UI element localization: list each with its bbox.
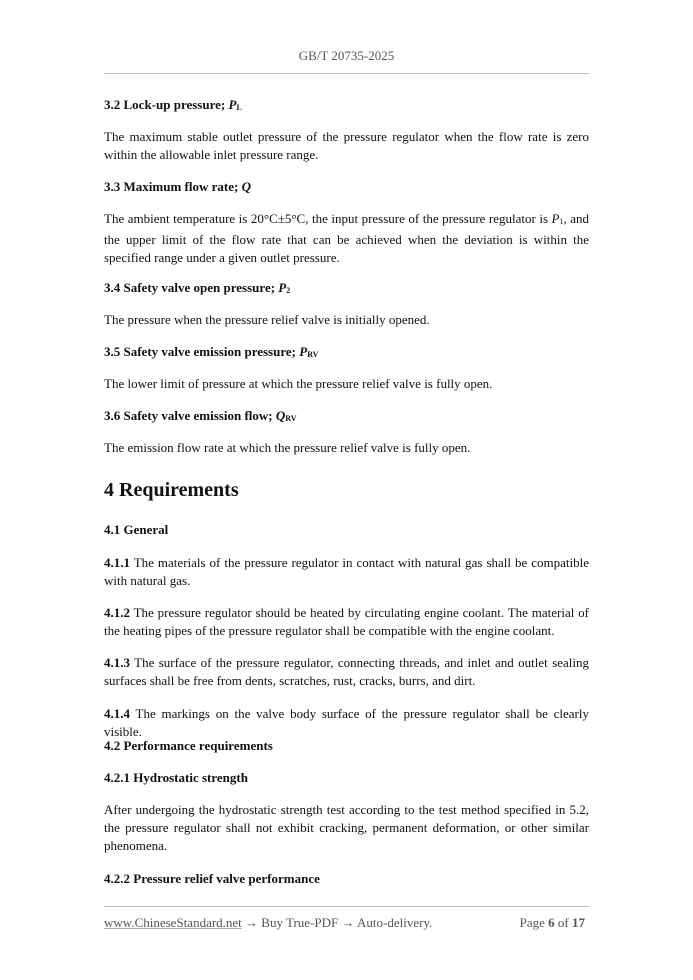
heading-3-2: 3.2 Lock-up pressure; $P_L$ [104,97,242,112]
paragraph-4-1-4: 4.1.4 The markings on the valve body surface of the pressure regulator shall be clearly visible. [104,706,589,739]
paragraph-3-2: The maximum stable outlet pressure of the pressure regulator when the flow rate is zero within the allowable inlet pressure range. [104,129,589,162]
header-divider [104,73,589,74]
heading-4-2: 4.2 Performance requirements [104,738,273,753]
paragraph-4-1-1: 4.1.1 The materials of the pressure regulator in contact with natural gas shall be compatible with natural gas. [104,555,589,588]
page-indicator: Page 6 of 17 [519,915,585,930]
paragraph-3-6: The emission flow rate at which the pressure relief valve is fully open. [104,440,471,455]
chinesestandard-link[interactable]: www.ChineseStandard.net [104,915,242,930]
heading-4-requirements: 4 Requirements [104,479,239,501]
paragraph-3-4: The pressure when the pressure relief valve is initially opened. [104,312,430,327]
heading-4-2-2: 4.2.2 Pressure relief valve performance [104,871,320,886]
heading-3-4: 3.4 Safety valve open pressure; $P_2$ [104,280,291,295]
paragraph-4-1-3: 4.1.3 The surface of the pressure regulator, connecting threads, and inlet and outlet sealing surfaces shall be free from dents, scratches, rust, cracks, burrs, and dirt. [104,655,589,688]
footer [104,915,585,931]
footer-divider [104,906,589,907]
footer-note: → Buy True-PDF → Auto-delivery. [241,915,433,930]
heading-3-5: 3.5 Safety valve emission pressure; $P_{RV}$ [104,344,319,359]
heading-4-1: 4.1 General [104,522,169,537]
document-id-header: GB/T 20735-2025 [298,48,395,63]
heading-3-3: 3.3 Maximum flow rate; Q [104,179,251,194]
heading-3-6: 3.6 Safety valve emission flow; $Q_{RV}$ [104,408,297,423]
paragraph-4-2-1: After undergoing the hydrostatic strength test according to the test method specified in 5.2, the pressure regulator shall not exhibit cracking, permanent deformation, or other similar phenomena. [104,802,589,853]
heading-4-2-1: 4.2.1 Hydrostatic strength [104,770,248,785]
paragraph-3-5: The lower limit of pressure at which the pressure relief valve is fully open. [104,376,493,391]
paragraph-4-1-2: 4.1.2 The pressure regulator should be heated by circulating engine coolant. The material of the heating pipes of the pressure regulator shall be compatible with the engine coolant. [104,605,589,638]
paragraph-3-3: The ambient temperature is 20°C±5°C, the input pressure of the pressure regulator is $P_1$, and the upper limit of the flow rate that can be achieved when the deviation is within the specified range under a given outlet pressure. [104,211,589,265]
